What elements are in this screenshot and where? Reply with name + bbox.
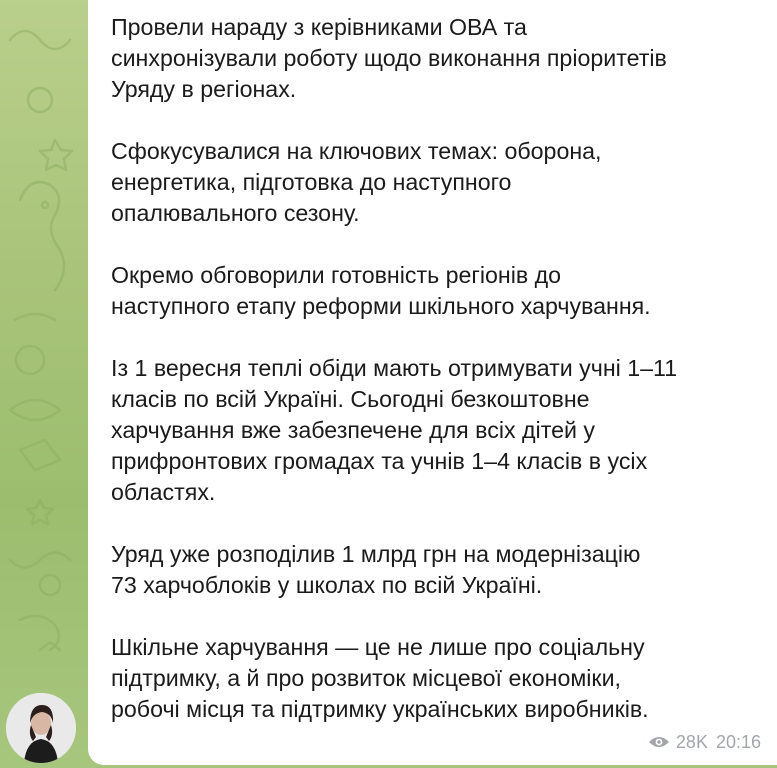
avatar[interactable] [6, 693, 76, 763]
message-text [111, 12, 761, 756]
message-paragraph: Сфокусувалися на ключових темах: оборона, енергетика, підготовка до наступного опалювального сезону. [111, 138, 602, 226]
message-meta [648, 730, 761, 754]
view-count: 28K [675, 732, 708, 752]
avatar-photo [6, 693, 76, 763]
message-paragraph: Із 1 вересня теплі обіди мають отримувати учні 1–11 класів по всій Україні. Сьогодні безкоштовне харчування вже забезпечене для всіх дітей у прифронтових громадах та учнів 1–4 класів в усіх областях. [111, 355, 678, 505]
message-time: 20:16 [715, 732, 761, 752]
message-paragraph: Шкільне харчування — це не лише про соціальну підтримку, а й про розвиток місцевої економіки, робочі місця та підтримку українських виробників. [111, 634, 649, 722]
message-paragraph: Провели нараду з керівниками ОВА та синхронізували роботу щодо виконання пріоритетів Уряду в регіонах. [111, 14, 667, 102]
eye-icon [648, 735, 670, 749]
message-paragraph: Окремо обговорили готовність регіонів до наступного етапу реформи шкільного харчування. [111, 262, 651, 319]
message-paragraph: Уряд уже розподілив 1 млрд грн на модернізацію 73 харчоблоків у школах по всій Україні. [111, 541, 641, 598]
